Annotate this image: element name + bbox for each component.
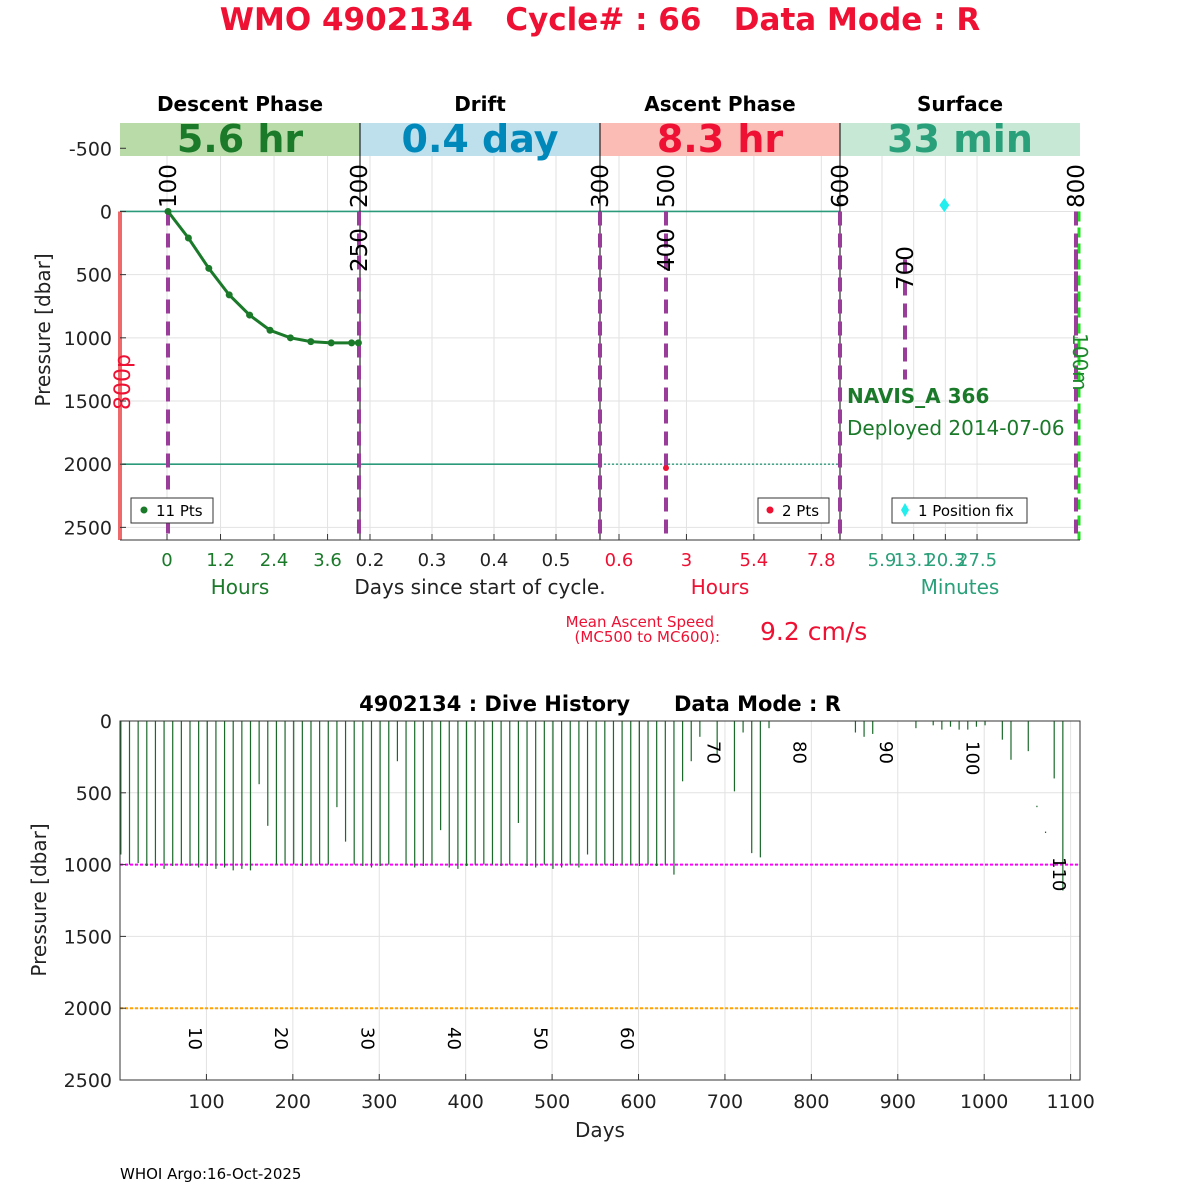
phase-duration: 33 min	[887, 117, 1033, 161]
surface-fix-point	[939, 198, 949, 212]
cycle-label: 70	[702, 741, 724, 764]
y-tick-label: 0	[99, 711, 112, 733]
phase-name: Descent Phase	[156, 92, 324, 116]
y-axis-label: Pressure [dbar]	[27, 823, 51, 977]
x-tick-label: 500	[533, 1091, 571, 1113]
x-tick-label: 7.8	[806, 550, 836, 571]
x-axis-label: Hours	[210, 575, 270, 599]
x-tick-label: 3	[680, 550, 693, 571]
y-tick-label: 500	[75, 264, 112, 287]
legend-text: 11 Pts	[156, 502, 203, 520]
legend-text: 2 Pts	[782, 502, 820, 520]
deployed-label: Deployed 2014-07-06	[847, 416, 1065, 440]
descent-point	[226, 291, 233, 298]
y-tick-label: 1500	[63, 926, 112, 949]
mission-code-label: 500	[654, 164, 680, 208]
phase-duration: 5.6 hr	[176, 117, 304, 161]
y-tick-label: 500	[75, 782, 112, 805]
y-tick-label: 0	[99, 201, 112, 224]
y-tick-label: 2000	[63, 454, 112, 477]
x-tick-label: 800	[793, 1091, 830, 1113]
y-tick-label: 1000	[63, 854, 112, 877]
ascent-speed-label: Mean Ascent Speed	[565, 613, 714, 631]
x-tick-label: 700	[706, 1091, 744, 1113]
x-tick-label: 0.5	[541, 550, 571, 571]
descent-point	[267, 327, 274, 334]
legend-marker	[141, 507, 148, 514]
y-tick-label: 2500	[63, 517, 112, 540]
phase-name: Drift	[454, 92, 506, 116]
x-tick-label: 27.5	[957, 550, 998, 571]
x-tick-label: 100	[188, 1091, 225, 1113]
mission-code-label: 300	[588, 164, 614, 208]
cycle-label: 20	[270, 1027, 292, 1050]
x-tick-label: 5.4	[739, 550, 769, 571]
x-tick-label: 13.1	[893, 550, 934, 571]
phase-duration: 0.4 day	[401, 117, 559, 161]
y-tick-label: 1500	[63, 391, 112, 413]
descent-point	[246, 312, 253, 319]
y-tick-label: 2000	[63, 998, 112, 1021]
chart-title: 4902134 : Dive History Data Mode : R	[359, 692, 841, 716]
x-tick-label: 0.4	[479, 550, 509, 571]
cycle-label: 90	[875, 741, 897, 764]
x-tick-label: 1100	[1046, 1091, 1095, 1113]
figure-title: WMO 4902134 Cycle# : 66 Data Mode : R	[219, 2, 981, 38]
descent-point	[165, 208, 172, 215]
mission-code-label: 100	[156, 164, 182, 208]
float-label: NAVIS_A 366	[847, 384, 990, 408]
y-tick-label: 1000	[63, 327, 112, 350]
x-tick-label: 1000	[960, 1091, 1009, 1113]
ascent-speed-label: (MC500 to MC600):	[574, 628, 720, 646]
x-tick-label: 0.3	[417, 550, 447, 571]
descent-point	[307, 338, 314, 345]
x-tick-label: 900	[879, 1091, 916, 1113]
cycle-phase-chart	[31, 92, 1092, 646]
descent-profile-line	[168, 211, 358, 342]
x-axis-label: Days since start of cycle.	[354, 575, 606, 599]
mission-code-label: 600	[828, 164, 854, 208]
cycle-label: 10	[183, 1027, 205, 1050]
dive-history-chart	[27, 692, 1095, 1142]
cycle-label: 50	[529, 1027, 551, 1050]
x-axis-label: Hours	[690, 575, 750, 599]
descent-point	[348, 339, 355, 346]
cycle-label: 80	[788, 741, 810, 764]
y-tick-label: 2500	[63, 1070, 112, 1092]
cycle-label: 30	[356, 1027, 378, 1050]
cycle-label: 100	[961, 741, 983, 776]
mission-code-label: 700	[893, 246, 919, 290]
descent-point	[328, 339, 335, 346]
x-tick-label: 0	[161, 550, 173, 571]
ascent-speed-value: 9.2 cm/s	[760, 617, 868, 646]
descent-point	[287, 334, 294, 341]
mission-code-label: 400	[654, 228, 680, 272]
x-tick-label: 200	[274, 1091, 311, 1113]
descent-point	[185, 234, 192, 241]
mission-code-label: 200	[347, 164, 373, 208]
legend-text: 1 Position fix	[918, 502, 1014, 520]
plot-frame	[120, 721, 1080, 1080]
descent-point	[355, 339, 362, 346]
left-annotation: 800p	[111, 354, 136, 410]
x-tick-label: 3.6	[313, 550, 342, 571]
ascent-point	[663, 465, 669, 471]
x-tick-label: 300	[361, 1091, 398, 1113]
x-tick-label: 0.6	[604, 550, 634, 571]
x-tick-label: 0.2	[355, 550, 385, 571]
legend-marker	[767, 507, 774, 514]
phase-name: Surface	[916, 92, 1004, 116]
cycle-label: 60	[615, 1027, 637, 1050]
mission-code-label: 800	[1064, 164, 1090, 208]
cycle-label: 110	[1047, 857, 1069, 892]
phase-duration: 8.3 hr	[656, 117, 784, 161]
x-tick-label: 400	[447, 1091, 484, 1113]
footer-credit: WHOI Argo:16-Oct-2025	[120, 1165, 302, 1183]
x-tick-label: 2.4	[259, 550, 289, 571]
x-axis-label: Days	[575, 1118, 625, 1142]
x-tick-label: 1.2	[206, 550, 235, 571]
x-axis-label: Minutes	[920, 575, 1000, 599]
cycle-label: 40	[443, 1027, 465, 1050]
y-tick-label: -500	[68, 138, 112, 161]
y-axis-label: Pressure [dbar]	[31, 253, 55, 407]
x-tick-label: 5.9	[867, 550, 897, 571]
x-tick-label: 20.3	[925, 550, 966, 571]
phase-name: Ascent Phase	[644, 92, 796, 116]
mission-code-label: 250	[347, 228, 373, 272]
right-annotation: 100m	[1068, 333, 1092, 391]
x-tick-label: 600	[620, 1091, 657, 1113]
descent-point	[205, 265, 212, 272]
